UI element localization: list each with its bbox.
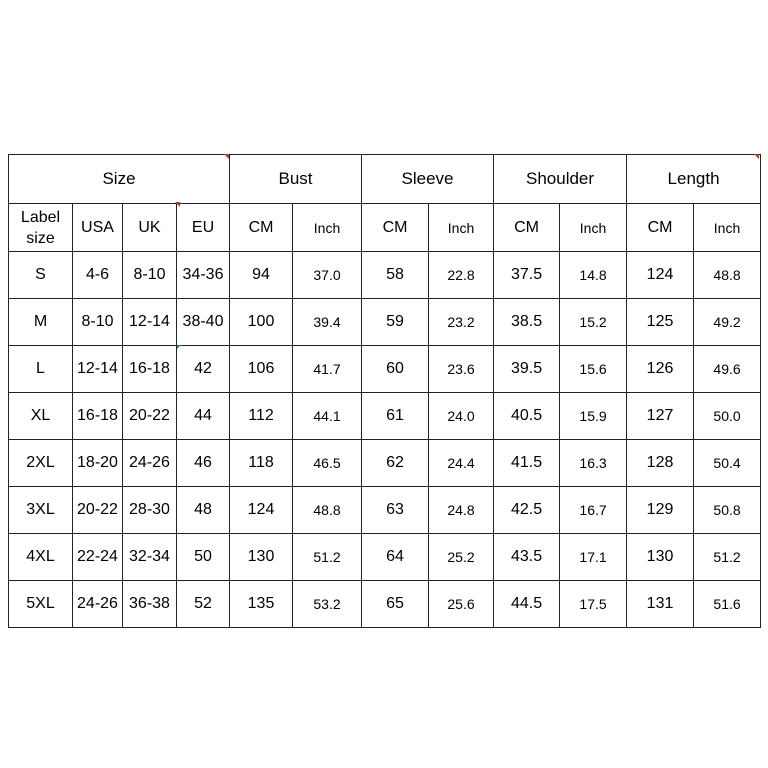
bust-inch-cell: 46.5 [293, 440, 362, 487]
table-row [9, 346, 761, 393]
shoulder-inch-cell: 17.5 [560, 581, 627, 628]
size-data-body [9, 252, 761, 628]
bust-cm-cell: 112 [230, 393, 293, 440]
length-cm-cell: 127 [627, 393, 694, 440]
table-row [9, 299, 761, 346]
usa-cell: 8-10 [73, 299, 123, 346]
table-row [9, 581, 761, 628]
comment-marker-icon [175, 202, 180, 207]
shoulder-inch-cell: 15.9 [560, 393, 627, 440]
label-size-cell: S [9, 252, 73, 299]
bust-cm-cell: 106 [230, 346, 293, 393]
uk-cell: 20-22 [123, 393, 177, 440]
eu-header: EU [177, 204, 230, 252]
label-size-cell: 4XL [9, 534, 73, 581]
table-row [9, 252, 761, 299]
length-cm-cell: 126 [627, 346, 694, 393]
uk-cell: 24-26 [123, 440, 177, 487]
eu-cell: 50 [177, 534, 230, 581]
usa-cell: 20-22 [73, 487, 123, 534]
length-cm-cell: 128 [627, 440, 694, 487]
uk-cell: 12-14 [123, 299, 177, 346]
label-size-cell: L [9, 346, 73, 393]
bust-header: Bust [230, 155, 362, 204]
shoulder-cm-cell: 41.5 [494, 440, 560, 487]
length-inch-cell: 49.6 [694, 346, 761, 393]
shoulder-inch-cell: 16.7 [560, 487, 627, 534]
size-chart-table [8, 154, 761, 628]
table-row [9, 393, 761, 440]
sleeve-cm-cell: 64 [362, 534, 429, 581]
usa-cell: 24-26 [73, 581, 123, 628]
bust-cm-cell: 135 [230, 581, 293, 628]
usa-cell: 4-6 [73, 252, 123, 299]
length-inch-cell: 50.0 [694, 393, 761, 440]
length-cm-cell: 129 [627, 487, 694, 534]
bust-cm-cell: 130 [230, 534, 293, 581]
length-inch-cell: 51.6 [694, 581, 761, 628]
shoulder-inch-cell: 17.1 [560, 534, 627, 581]
sleeve-cm-cell: 59 [362, 299, 429, 346]
length-inch-cell: 50.8 [694, 487, 761, 534]
eu-cell: 44 [177, 393, 230, 440]
uk-cell: 36-38 [123, 581, 177, 628]
length-inch-cell: 51.2 [694, 534, 761, 581]
shoulder-inch-cell: 16.3 [560, 440, 627, 487]
shoulder-cm-cell: 37.5 [494, 252, 560, 299]
length-inch-cell: 49.2 [694, 299, 761, 346]
bust-inch-cell: 41.7 [293, 346, 362, 393]
sleeve-cm-cell: 65 [362, 581, 429, 628]
sleeve-cm-header: CM [362, 204, 429, 252]
shoulder-cm-cell: 39.5 [494, 346, 560, 393]
bust-cm-cell: 100 [230, 299, 293, 346]
sleeve-inch-cell: 24.0 [429, 393, 494, 440]
length-inch-header: Inch [694, 204, 761, 252]
shoulder-cm-cell: 43.5 [494, 534, 560, 581]
length-cm-cell: 130 [627, 534, 694, 581]
usa-cell: 12-14 [73, 346, 123, 393]
shoulder-inch-header: Inch [560, 204, 627, 252]
usa-cell: 18-20 [73, 440, 123, 487]
sleeve-cm-cell: 61 [362, 393, 429, 440]
eu-cell: 42 [177, 346, 230, 393]
table-row [9, 534, 761, 581]
label-size-cell: 3XL [9, 487, 73, 534]
shoulder-cm-cell: 42.5 [494, 487, 560, 534]
comment-marker-icon [754, 154, 759, 159]
eu-cell: 34-36 [177, 252, 230, 299]
uk-cell: 8-10 [123, 252, 177, 299]
shoulder-header: Shoulder [494, 155, 627, 204]
eu-cell: 38-40 [177, 299, 230, 346]
bust-inch-cell: 48.8 [293, 487, 362, 534]
shoulder-cm-cell: 40.5 [494, 393, 560, 440]
sleeve-header: Sleeve [362, 155, 494, 204]
sleeve-cm-cell: 62 [362, 440, 429, 487]
shoulder-cm-cell: 38.5 [494, 299, 560, 346]
length-cm-header: CM [627, 204, 694, 252]
shoulder-cm-header: CM [494, 204, 560, 252]
bust-inch-header: Inch [293, 204, 362, 252]
uk-header: UK [123, 204, 177, 252]
shoulder-inch-cell: 15.6 [560, 346, 627, 393]
sleeve-inch-header: Inch [429, 204, 494, 252]
label-size-cell: XL [9, 393, 73, 440]
eu-cell: 46 [177, 440, 230, 487]
bust-inch-cell: 44.1 [293, 393, 362, 440]
header-unit-row [9, 204, 761, 252]
label-size-cell: M [9, 299, 73, 346]
bust-cm-header: CM [230, 204, 293, 252]
length-cm-cell: 131 [627, 581, 694, 628]
table-row [9, 487, 761, 534]
label-size-cell: 5XL [9, 581, 73, 628]
usa-header: USA [73, 204, 123, 252]
sleeve-inch-cell: 23.2 [429, 299, 494, 346]
label-size-header: Label size [9, 204, 73, 252]
bust-inch-cell: 39.4 [293, 299, 362, 346]
usa-cell: 16-18 [73, 393, 123, 440]
length-inch-cell: 48.8 [694, 252, 761, 299]
error-marker-icon [177, 345, 181, 349]
uk-cell: 16-18 [123, 346, 177, 393]
sleeve-inch-cell: 24.8 [429, 487, 494, 534]
sleeve-cm-cell: 60 [362, 346, 429, 393]
length-header: Length [627, 155, 761, 204]
label-size-cell: 2XL [9, 440, 73, 487]
sleeve-inch-cell: 23.6 [429, 346, 494, 393]
uk-cell: 28-30 [123, 487, 177, 534]
shoulder-cm-cell: 44.5 [494, 581, 560, 628]
sleeve-cm-cell: 58 [362, 252, 429, 299]
header-group-row [9, 155, 761, 204]
size-header: Size [9, 155, 230, 204]
bust-cm-cell: 118 [230, 440, 293, 487]
bust-inch-cell: 53.2 [293, 581, 362, 628]
shoulder-inch-cell: 14.8 [560, 252, 627, 299]
uk-cell: 32-34 [123, 534, 177, 581]
sleeve-inch-cell: 22.8 [429, 252, 494, 299]
usa-cell: 22-24 [73, 534, 123, 581]
length-cm-cell: 125 [627, 299, 694, 346]
table-row [9, 440, 761, 487]
length-cm-cell: 124 [627, 252, 694, 299]
sleeve-inch-cell: 25.6 [429, 581, 494, 628]
sleeve-cm-cell: 63 [362, 487, 429, 534]
sleeve-inch-cell: 25.2 [429, 534, 494, 581]
length-inch-cell: 50.4 [694, 440, 761, 487]
eu-cell: 52 [177, 581, 230, 628]
bust-inch-cell: 37.0 [293, 252, 362, 299]
comment-marker-icon [224, 154, 229, 159]
eu-cell: 48 [177, 487, 230, 534]
bust-inch-cell: 51.2 [293, 534, 362, 581]
bust-cm-cell: 124 [230, 487, 293, 534]
shoulder-inch-cell: 15.2 [560, 299, 627, 346]
bust-cm-cell: 94 [230, 252, 293, 299]
sleeve-inch-cell: 24.4 [429, 440, 494, 487]
